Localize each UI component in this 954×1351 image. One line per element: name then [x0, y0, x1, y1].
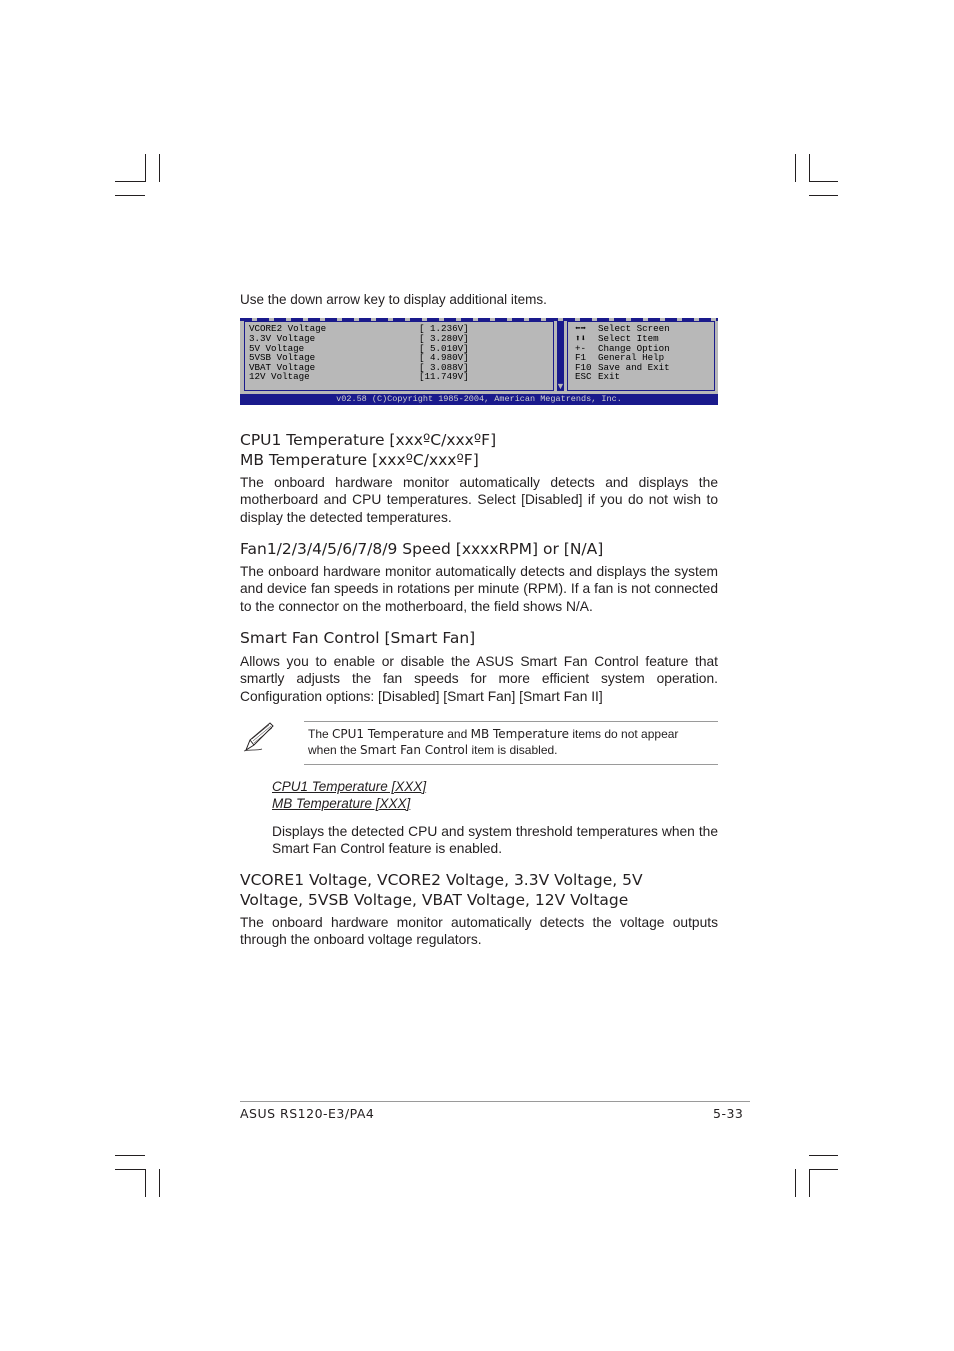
sub-item-cpu1-temperature: CPU1 Temperature [XXX] — [272, 779, 427, 794]
crop-mark — [809, 195, 838, 196]
scroll-down-arrow-icon[interactable]: ▼ — [556, 381, 565, 391]
crop-mark — [159, 154, 160, 182]
sub-item-body: Displays the detected CPU and system threshold temperatures when the Smart Fan Control feature is enabled. — [272, 824, 718, 857]
section-title-temperature: CPU1 Temperature [xxxºC/xxxºF] MB Temperature [xxxºC/xxxºF] — [240, 431, 497, 469]
crop-mark — [809, 1169, 838, 1170]
crop-mark — [809, 154, 810, 182]
section-title-fan-speed: Fan1/2/3/4/5/6/7/8/9 Speed [xxxxRPM] or [N/A] — [240, 540, 604, 558]
crop-mark — [115, 195, 145, 196]
bios-copyright: v02.58 (C)Copyright 1985-2004, American Megatrends, Inc. — [240, 394, 718, 405]
crop-mark — [145, 154, 146, 182]
crop-mark — [809, 1155, 838, 1156]
sub-item-mb-temperature: MB Temperature [XXX] — [272, 796, 411, 811]
page-number: 5-33 — [713, 1106, 744, 1121]
crop-mark — [145, 1169, 146, 1197]
crop-mark — [159, 1169, 160, 1197]
pencil-note-icon — [242, 720, 276, 754]
bios-row[interactable]: 12V Voltage [11.749V] — [249, 371, 469, 382]
section-body-voltage: The onboard hardware monitor automatically detects the voltage outputs through the onboard voltage regulators. — [240, 915, 718, 948]
help-row: ⬆⬇ Select Item — [575, 333, 659, 344]
help-row: +- Change Option — [575, 343, 670, 354]
intro-text: Use the down arrow key to display additional items. — [240, 292, 547, 307]
help-row: ESC Exit — [575, 371, 621, 382]
note-box — [304, 721, 718, 765]
bios-screenshot — [240, 318, 718, 405]
crop-mark — [795, 1169, 796, 1197]
crop-mark — [115, 1155, 145, 1156]
note-text: The CPU1 Temperature and MB Temperature items do not appear when the Smart Fan Control item is disabled. — [308, 727, 679, 757]
help-row: F1 General Help — [575, 352, 665, 363]
crop-mark — [809, 181, 838, 182]
help-row: ⬅➡ Select Screen — [575, 323, 670, 334]
crop-mark — [795, 154, 796, 182]
help-row: F10 Save and Exit — [575, 362, 670, 373]
bios-row[interactable]: VCORE2 Voltage [ 1.236V] — [249, 323, 469, 334]
crop-mark — [115, 1169, 145, 1170]
bios-row[interactable]: 5V Voltage [ 5.010V] — [249, 343, 469, 354]
footer-rule — [240, 1101, 750, 1102]
footer-product: ASUS RS120-E3/PA4 — [240, 1106, 375, 1121]
bios-scrollbar[interactable] — [557, 321, 564, 391]
bios-row[interactable]: 3.3V Voltage [ 3.280V] — [249, 333, 469, 344]
bios-row[interactable]: 5VSB Voltage [ 4.980V] — [249, 352, 469, 363]
section-title-smart-fan: Smart Fan Control [Smart Fan] — [240, 629, 476, 647]
section-body-temperature: The onboard hardware monitor automatically detects and displays the motherboard and CPU temperatures. Select [Disabled] if you do not wish to display the detected temperatures. — [240, 475, 718, 525]
crop-mark — [115, 181, 145, 182]
section-body-smart-fan: Allows you to enable or disable the ASUS Smart Fan Control feature that smartly adjusts the fan speeds for more efficient system operation. Configuration options: [Disabled] [Smart Fan] [Smart Fan II] — [240, 654, 718, 704]
section-title-voltage: VCORE1 Voltage, VCORE2 Voltage, 3.3V Voltage, 5V Voltage, 5VSB Voltage, VBAT Voltage, 12V Voltage — [240, 871, 643, 909]
section-body-fan-speed: The onboard hardware monitor automatically detects and displays the system and device fan speeds in rotations per minute (RPM). If a fan is not connected to the connector on the motherboard, the field shows N/A. — [240, 564, 718, 614]
bios-row[interactable]: VBAT Voltage [ 3.088V] — [249, 362, 469, 373]
crop-mark — [809, 1169, 810, 1197]
